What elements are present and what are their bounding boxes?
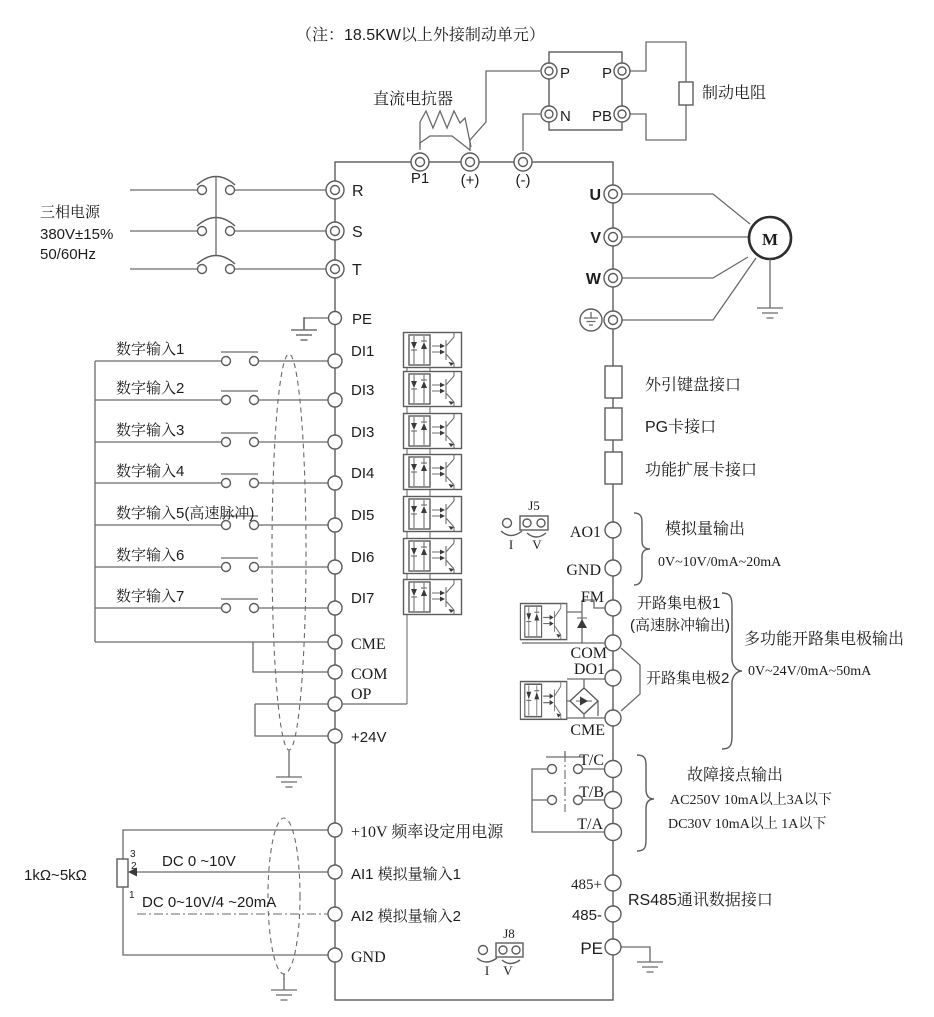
terminal-p1 xyxy=(411,153,429,171)
pe-right-label: PE xyxy=(580,939,603,958)
terminal-brake-pb xyxy=(614,106,630,122)
j5-v-label: V xyxy=(532,537,542,552)
tb-label: T/B xyxy=(579,784,604,801)
terminal-ta xyxy=(605,824,622,841)
ground-symbol-terminal xyxy=(580,309,602,331)
top-note: （注：18.5KW以上外接制动单元） xyxy=(296,27,545,44)
s-label: S xyxy=(352,224,363,241)
jumper-j8 xyxy=(477,943,523,964)
w-label: W xyxy=(585,271,601,288)
analog-output-range: 0V~10V/0mA~20mA xyxy=(658,555,782,570)
di1-desc: 数字输入1 xyxy=(116,341,185,358)
power-line1: 三相电源 xyxy=(40,204,101,221)
ai1-signal-label: DC 0 ~10V xyxy=(162,853,236,870)
keypad-interface-label: 外引键盘接口 xyxy=(645,377,742,394)
p1-label: P1 xyxy=(410,170,430,187)
pot-pin1: 1 xyxy=(129,890,135,901)
oc2-label: 开路集电极2 xyxy=(646,670,730,687)
brace-analog-output xyxy=(634,513,650,585)
com-right-label: COM xyxy=(570,645,607,662)
24v-label: +24V xyxy=(351,729,387,746)
terminal-di7 xyxy=(328,601,342,615)
di3-desc: 数字输入3 xyxy=(116,422,185,439)
j5-label: J5 xyxy=(528,498,540,513)
multifunction-range: 0V~24V/0mA~50mA xyxy=(748,664,872,679)
power-input-section xyxy=(130,176,344,340)
terminal-s xyxy=(326,222,344,240)
relay-spec-dc: DC30V 10mA以上 1A以下 xyxy=(668,817,827,832)
gnd-right-label: GND xyxy=(566,562,601,579)
terminal-di2 xyxy=(328,393,342,407)
di3-label: DI3 xyxy=(351,424,375,441)
di4-desc: 数字输入4 xyxy=(116,463,185,480)
terminal-t xyxy=(326,260,344,278)
terminal-di1 xyxy=(328,354,342,368)
pg-card-label: PG卡接口 xyxy=(645,419,717,436)
keypad-interface-slot xyxy=(605,366,622,398)
di2-label: DI3 xyxy=(351,382,375,399)
10v-label: +10V 频率设定用电源 xyxy=(351,824,504,841)
terminal-minus xyxy=(514,153,532,171)
di7-desc: 数字输入7 xyxy=(116,588,185,605)
di7-label: DI7 xyxy=(351,590,375,607)
terminal-gnd-left xyxy=(328,948,342,962)
tc-label: T/C xyxy=(579,752,604,769)
di1-label: DI1 xyxy=(351,343,375,360)
terminal-ai1 xyxy=(328,865,342,879)
terminal-w xyxy=(604,269,622,287)
multifunction-title: 多功能开路集电极输出 xyxy=(744,631,905,648)
analog-output-title: 模拟量输出 xyxy=(665,521,746,538)
di5-label: DI5 xyxy=(351,507,375,524)
shield-ground-analog xyxy=(271,978,297,1000)
motor-label: M xyxy=(761,230,779,249)
u-label: U xyxy=(589,187,601,204)
brace-relay-output xyxy=(637,755,654,851)
brake-p-right-label: P xyxy=(601,65,612,82)
terminal-10v xyxy=(328,823,342,837)
dc-reactor-label: 直流电抗器 xyxy=(373,91,454,108)
terminal-brake-p-left xyxy=(541,63,557,79)
di5-desc: 数字输入5(高速脉冲) xyxy=(116,505,255,522)
fm-label: FM xyxy=(580,589,604,606)
relay-spec-ac: AC250V 10mA以上3A以下 xyxy=(670,793,832,808)
shield-ground-digital xyxy=(276,765,302,787)
expansion-card-label: 功能扩展卡接口 xyxy=(645,462,758,479)
485-plus-label: 485+ xyxy=(571,877,602,893)
pot-pin3: 3 xyxy=(130,849,136,860)
terminal-tb xyxy=(605,792,622,809)
ai1-label: AI1 模拟量输入1 xyxy=(351,866,462,883)
pg-card-slot xyxy=(605,408,622,440)
dc-bus-section xyxy=(411,42,693,171)
terminal-tc xyxy=(605,761,622,778)
ao1-label: AO1 xyxy=(569,524,601,541)
power-line2: 380V±15% xyxy=(40,226,114,243)
di6-label: DI6 xyxy=(351,549,375,566)
minus-label: (-) xyxy=(515,172,531,189)
relay-title: 故障接点输出 xyxy=(687,767,784,784)
brake-n-label: N xyxy=(560,108,571,125)
terminal-pe-right xyxy=(605,939,621,955)
terminal-485-plus xyxy=(605,875,621,891)
terminal-plus xyxy=(461,153,479,171)
r-label: R xyxy=(352,183,364,200)
terminal-op xyxy=(328,697,342,711)
ta-label: T/A xyxy=(577,816,603,833)
terminal-di3 xyxy=(328,435,342,449)
brake-resistor-body xyxy=(679,82,693,105)
terminal-brake-p-right xyxy=(614,63,630,79)
pe-ground-right xyxy=(637,952,663,972)
pot-label: 1kΩ~5kΩ xyxy=(24,867,87,884)
485-minus-label: 485- xyxy=(571,907,602,924)
terminal-u xyxy=(604,185,622,203)
t-label: T xyxy=(352,262,362,279)
di2-desc: 数字输入2 xyxy=(116,380,185,397)
terminal-com-right xyxy=(605,635,621,651)
cme-right-label: CME xyxy=(570,722,605,739)
terminal-ground xyxy=(604,311,622,329)
terminal-ai2 xyxy=(328,907,342,921)
shield-ellipse-digital xyxy=(272,354,306,750)
power-line3: 50/60Hz xyxy=(40,246,96,263)
terminal-ao1 xyxy=(605,522,621,538)
terminal-brake-n xyxy=(541,106,557,122)
pot-pin2: 2 xyxy=(131,861,137,872)
brake-pb-label: PB xyxy=(591,108,612,125)
j5-i-label: I xyxy=(508,537,514,552)
oc1-label: 开路集电极1 xyxy=(637,595,721,612)
terminal-r xyxy=(326,181,344,199)
ai2-signal-label: DC 0~10V/4 ~20mA xyxy=(142,894,277,911)
terminal-com-left xyxy=(328,665,342,679)
com-left-label: COM xyxy=(351,666,388,683)
expansion-card-slot xyxy=(605,452,622,484)
gnd-left-label: GND xyxy=(351,949,386,966)
j8-v-label: V xyxy=(503,963,513,978)
terminal-485-minus xyxy=(605,906,621,922)
rs485-section xyxy=(477,875,663,972)
motor-output-section xyxy=(580,185,791,331)
interfaces-section xyxy=(605,366,622,484)
di4-label: DI4 xyxy=(351,465,375,482)
terminal-di5 xyxy=(328,518,342,532)
j8-label: J8 xyxy=(503,926,515,941)
terminal-24v xyxy=(328,729,342,743)
cme-left-label: CME xyxy=(351,636,386,653)
brake-p-left-label: P xyxy=(560,65,571,82)
potentiometer-body xyxy=(117,859,128,887)
terminal-v xyxy=(604,228,622,246)
ai2-label: AI2 模拟量输入2 xyxy=(351,908,462,925)
j8-i-label: I xyxy=(484,963,490,978)
terminal-di6 xyxy=(328,560,342,574)
oc1-sub-label: (高速脉冲输出) xyxy=(630,617,730,634)
terminal-do1 xyxy=(605,670,621,686)
di6-desc: 数字输入6 xyxy=(116,547,185,564)
terminal-pe-left xyxy=(329,312,342,325)
do1-label: DO1 xyxy=(573,661,605,678)
terminal-cme-left xyxy=(328,635,342,649)
terminal-fm xyxy=(605,600,621,616)
terminal-cme-right xyxy=(605,710,621,726)
plus-label: (+) xyxy=(460,172,480,189)
terminal-di4 xyxy=(328,476,342,490)
jumper-j5 xyxy=(501,516,548,537)
terminal-gnd-right xyxy=(605,560,621,576)
brake-resistor-label: 制动电阻 xyxy=(702,85,767,102)
op-label: OP xyxy=(351,686,372,703)
pe-left-label: PE xyxy=(352,311,373,328)
rs485-title: RS485通讯数据接口 xyxy=(628,892,773,909)
motor-ground xyxy=(757,303,783,318)
v-label: V xyxy=(590,230,601,247)
